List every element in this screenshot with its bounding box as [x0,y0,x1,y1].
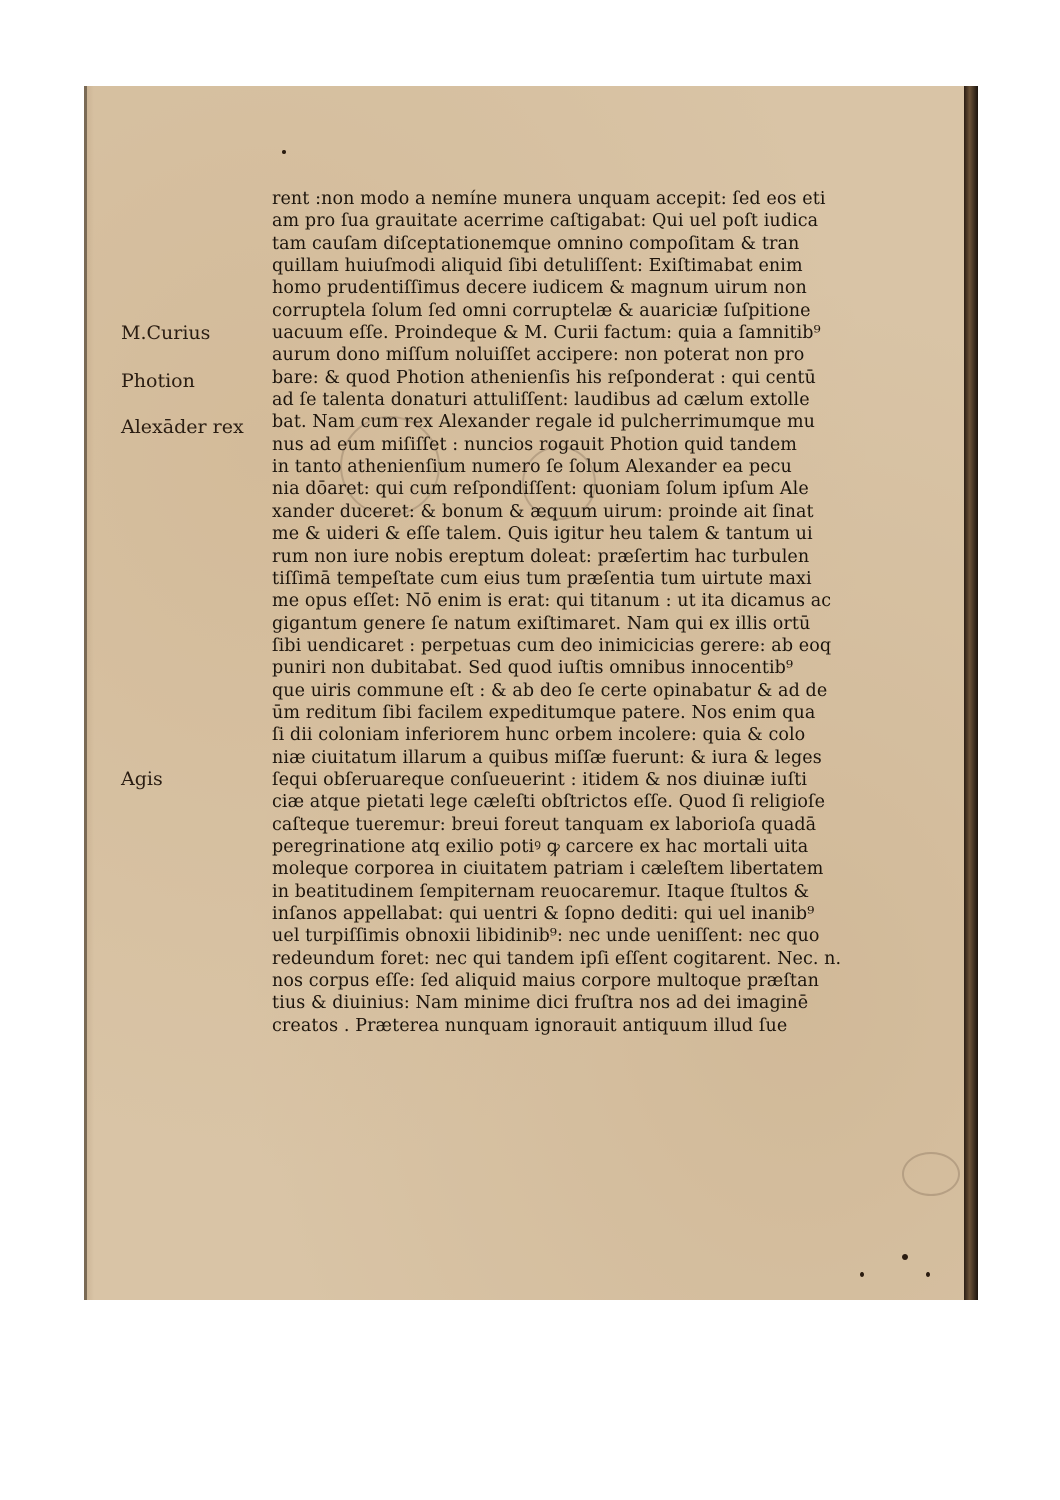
text-line: ſibi uendicaret : perpetuas cum deo inimicicias gerere: ab eoq [272,635,832,656]
ink-speck [926,1272,930,1277]
text-line: que uiris commune eſt : & ab deo ſe certe opinabatur & ad de [272,680,828,701]
text-line: tius & diuinius: Nam minime dici fruſtra nos ad dei imaginē [272,993,809,1014]
text-line: rent :non modo a nemíne munera unquam accepit: ſed eos eti [272,189,826,209]
text-line: puniri non dubitabat. Sed quod iuſtis omnibus innocentib⁹ [272,658,794,679]
text-line: bat. Nam cum rex Alexander regale id pulcherrimumque mu [272,412,816,433]
text-line: aurum dono miſſum noluiſſet accipere: non poterat non pro [272,345,805,366]
binding-spine [964,86,978,1300]
text-line: nos corpus eſſe: ſed aliquid maius corpore multoque præſtan [272,971,819,992]
text-line: homo prudentiſſimus decere iudicem & magnum uirum non [272,278,807,299]
margin-note-photion: Photion [121,370,195,392]
text-line: redeundum foret: nec qui tandem ipſi eſſent cogitarent. Nec. n. [272,948,842,969]
text-line: in tanto athenienſium numero ſe ſolum Alexander ea pecu [272,457,792,478]
text-line: ciæ atque pietati lege cæleſti obſtrictos eſſe. Quod ſi religioſe [272,792,826,813]
body-text-block [272,188,882,1037]
text-line: nus ad eum miſiſſet : nuncios rogauit Photion quid tandem [272,434,797,455]
margin-note-alexander-rex: Alexāder rex [121,416,244,438]
text-line: am pro ſua grauitate acerrime caſtigabat: Qui uel poſt iudica [272,211,819,232]
text-line: ūm reditum ſibi facilem expeditumque patere. Nos enim qua [272,702,816,723]
text-line: quillam huiuſmodi aliquid ſibi detuliſſent: Exiſtimabat enim [272,256,803,277]
text-line: creatos . Præterea nunquam ignorauit antiquum illud ſue [272,1015,788,1036]
margin-note-m-curius: M.Curius [121,322,211,344]
text-line: caſteque tueremur: breui foreut tanquam ex laborioſa quadā [272,814,817,835]
ink-speck [902,1254,908,1260]
text-line: tiſſimā tempeſtate cum eius tum præſentia tum uirtute maxi [272,568,812,589]
text-line: ſequi obſeruareque conſueuerint : itidem & nos diuinæ iuſti [272,769,808,790]
text-line: niæ ciuitatum illarum a quibus miſſæ fuerunt: & iura & leges [272,747,822,768]
text-line: uacuum eſſe. Proindeque & M. Curii factum: quia a ſamnitib⁹ [272,323,821,344]
text-line: nia dōaret: qui cum reſpondiſſent: quoniam ſolum ipſum Ale [272,479,809,500]
text-line: inſanos appellabat: qui uentri & ſopno dediti: qui uel inanib⁹ [272,904,815,924]
text-line: corruptela ſolum ſed omni corruptelæ & auariciæ ſuſpitione [272,300,811,321]
text-line: peregrinatione atq exilio potiꝰ ꝙ carcere ex hac mortali uita [272,836,809,857]
text-line: in beatitudinem ſempiternam reuocaremur. Itaque ſtultos & [272,881,810,902]
margin-note-agis: Agis [121,768,163,790]
text-line: moleque corporea in ciuitatem patriam i cæleſtem libertatem [272,859,824,880]
text-line: ad ſe talenta donaturi attuliſſent: laudibus ad cælum extolle [272,390,810,411]
library-stamp-mark [902,1152,960,1196]
text-line: gigantum genere ſe natum exiſtimaret. Nam qui ex illis ortū [272,613,811,634]
text-line: me & uideri & eſſe talem. Quis igitur heu talem & tantum ui [272,524,813,545]
ink-speck [860,1272,864,1277]
text-line: ſi dii coloniam inferiorem hunc orbem incolere: quia & colo [272,725,806,746]
text-line: bare: & quod Photion athenienſis his reſponderat : qui centū [272,367,816,388]
page-left-edge [84,86,87,1300]
ink-speck [282,150,286,154]
text-line: xander duceret: & bonum & æquum uirum: proinde ait ſinat [272,501,814,522]
text-line: tam cauſam diſceptationemque omnino compoſitam & tran [272,233,800,254]
text-line: rum non iure nobis ereptum doleat: præſertim hac turbulen [272,546,810,567]
text-line: uel turpiſſimis obnoxii libidinib⁹: nec unde ueniſſent: nec quo [272,926,820,947]
text-line: me opus eſſet: Nō enim is erat: qui titanum : ut ita dicamus ac [272,591,832,612]
